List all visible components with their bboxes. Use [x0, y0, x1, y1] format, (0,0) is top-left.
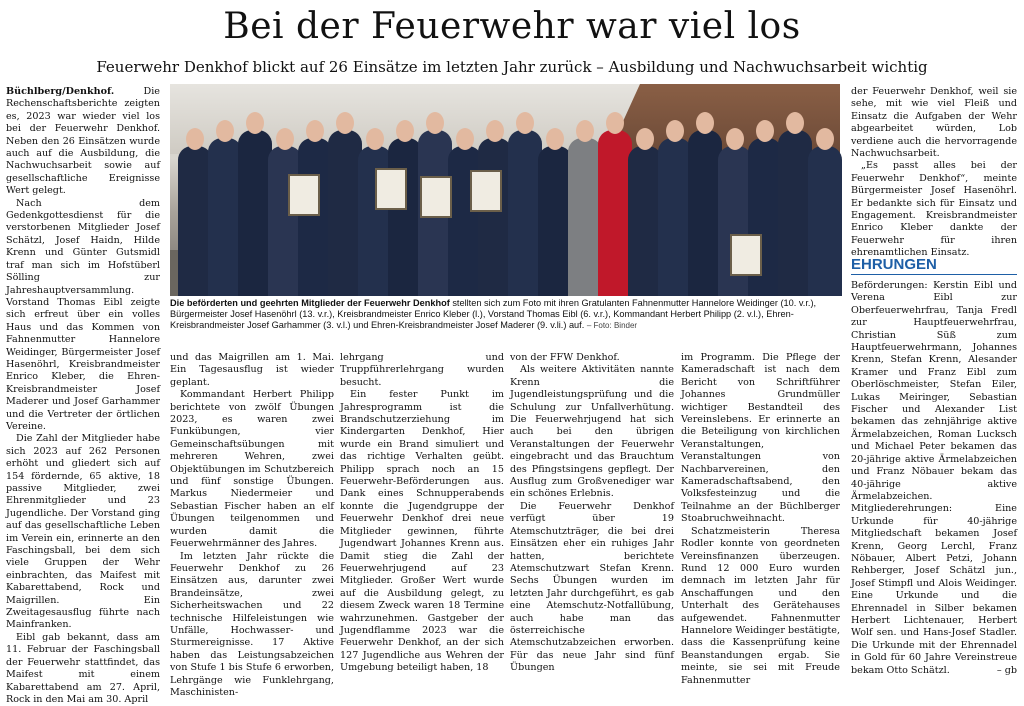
photo-person-head: [636, 128, 654, 150]
ehrungen-box: [851, 280, 1017, 676]
photo-person: [298, 138, 332, 296]
article-column-5: [681, 352, 840, 686]
article-column-6: [851, 86, 1017, 259]
photo-certificate: [375, 168, 407, 210]
photo-person-head: [486, 120, 504, 142]
photo-person-head: [666, 120, 684, 142]
photo-person-head: [246, 112, 264, 134]
article-column-4: [510, 352, 674, 674]
article-column-2: [170, 352, 334, 698]
photo-person-head: [816, 128, 834, 150]
photo-person: [388, 138, 422, 296]
ehrungen-divider: [851, 274, 1017, 275]
photo-person: [208, 138, 242, 296]
caption-text: stellten sich zum Foto mit ihren Gratulanten Fahnenmutter Hannelore Weidinger (10. v.r.), Bürgermeister Josef Hasenöhrl (13. v.r.), Kreisbrandmeister Enrico Kleber (l.), Vorstand Thomas Eibl (6. v.r.), Kommandant Herbert Philipp (2. v.l.), Ehren-Kreisbrandmeister Josef Garhammer (3. v.l.) und Ehren-Kreisbrandmeister Josef Maderer (9. v.li.) auf.: [170, 298, 817, 331]
photo-certificate: [288, 174, 320, 216]
paragraph: Im letzten Jahr rückte die Feuerwehr Denkhof zu 26 Einsätzen aus, darunter zwei Brandeinsätze, zwei Sicherheitswachen und 22 technische Hilfeleistungen wie Unfälle, Hochwasser- und Sturmereignisse. 17 Aktive haben das Leistungsabzeichen von Stufe 1 bis Stufe 6 erworben, Lehrgänge wie Funklehrgang, Maschinisten-: [170, 550, 334, 698]
photo-person-head: [456, 128, 474, 150]
paragraph: lehrgang und Truppführerlehrgang wurden besucht.: [340, 352, 504, 388]
photo-person: [568, 138, 602, 296]
paragraph: Kommandant Herbert Philipp berichtete von zwölf Übungen 2023, es waren zwei Funkübungen, vier Gemeinschaftsübungen mit mehreren Wehren, zwei Objektübungen im Schutzbereich und fünf sonstige Übungen. Markus Niedermeier und Sebastian Fischer haben an elf Übungen teilgenommen und wurden damit die Feuerwehrmänner des Jahres.: [170, 389, 334, 550]
photo-person-head: [606, 112, 624, 134]
photo-person-head: [696, 112, 714, 134]
subheadline: Feuerwehr Denkhof blickt auf 26 Einsätze im letzten Jahr zurück – Ausbildung und Nachwuchsarbeit wichtig: [96, 58, 928, 76]
photo-credit: – Foto: Binder: [586, 321, 638, 331]
photo-person-head: [726, 128, 744, 150]
paragraph: „Es passt alles bei der Feuerwehr Denkhof“, meinte Bürgermeister Josef Hasenöhrl. Er bedankte sich für Einsatz und Engagement. Kreisbrandmeister Enrico Kleber dankte der Feuerwehr für ihren ehrenamtlichen Einsatz.: [851, 160, 1017, 259]
photo-person: [268, 146, 302, 296]
photo-person: [478, 138, 512, 296]
paragraph: Nach dem Gedenkgottesdienst für die verstorbenen Mitglieder Josef Schätzl, Josef Haidn, Hilde Krenn und Günter Gutsmidl traf man sich im Hofstüberl Sölling zur Jahreshauptversammlung. Vorstand Thomas Eibl zeigte sich erfreut über ein volles Haus und das Kommen von Fahnenmutter Hannelore Weidinger, Bürgermeister Josef Hasenöhrl, Kreisbrandmeister Enrico Kleber, die Ehren-Kreisbrandmeister Josef Maderer und Josef Garhammer und die Vertreter der örtlichen Vereine.: [6, 197, 160, 432]
ehrungen-heading: EHRUNGEN: [851, 256, 937, 273]
photo-person-head: [576, 120, 594, 142]
photo-person: [538, 146, 572, 296]
photo-person-head: [396, 120, 414, 142]
paragraph: Die Zahl der Mitglieder habe sich 2023 auf 262 Personen erhöht und gliedert sich auf 154 fördernde, 65 aktive, 18 passive Mitglieder, zwei Ehrenmitglieder und 23 Jugendliche. Der Vorstand ging auf das gesellschaftliche Leben im Verein ein, erinnerte an den Faschingsball, bei dem sich viele Gruppen der Wehr einbrachten, das Maifest mit Kabarettabend, Rock und Maigrillen. Ein Zweitagesausflug führte nach Mainfranken.: [6, 433, 160, 631]
photo-certificate: [470, 170, 502, 212]
paragraph: Ein fester Punkt im Jahresprogramm ist die Brandschutzerziehung im Kindergarten Denkhof, Hier wurde ein Brand simuliert und das richtige Verhalten geübt. Philipp sprach noch an 15 Feuerwehr-Beförderungen aus. Dank eines Schnupperabends konnte die Jugendgruppe der Feuerwehr Denkhof drei neue Mitglieder gewinnen, führte Jugendwart Johannes Krenn aus. Damit stieg die Zahl der Feuerwehrjugend auf 23 Mitglieder. Großer Wert wurde auf die Ausbildung gelegt, zu diesem Zweck waren 18 Termine wahrzunehmen. Gastgeber der Jugendflamme 2023 war die Feuerwehr Denkhof, an der sich 127 Jugendliche aus Wehren der Umgebung beteiligt haben, 18: [340, 389, 504, 674]
photo-person-head: [366, 128, 384, 150]
paragraph: Schatzmeisterin Theresa Rodler konnte von geordneten Vereinsfinanzen überzeugen. Rund 12 000 Euro wurden demnach im letzten Jahr für Anschaffungen und den Unterhalt des Gerätehauses aufgewendet. Fahnenmutter Hannelore Weidinger bestätigte, dass die Kassenprüfung keine Beanstandungen ergab. Sie meinte, sie sei mit Freude Fahnenmutter: [681, 525, 840, 686]
photo-person-head: [276, 128, 294, 150]
paragraph: Die Rechenschaftsberichte zeigten es, 2023 war wieder viel los bei der Feuerwehr Denkhof. Neben den 26 Einsätzen wurde auch auf die Ausbildung, die Nachwuchsarbeit sowie auf gesellschaftliche Ereignisse Wert gelegt.: [6, 86, 160, 197]
photo-person-head: [216, 120, 234, 142]
photo-person-head: [426, 112, 444, 134]
photo-person: [178, 146, 212, 296]
photo-person: [658, 138, 692, 296]
photo-person: [628, 146, 662, 296]
article-column-3: [340, 352, 504, 674]
paragraph: der Feuerwehr Denkhof, weil sie sehe, mit wie viel Fleiß und Einsatz die Aufgaben der Wehr abgearbeitet würden, Lob verdiene auch die hervorragende Nachwuchsarbeit.: [851, 86, 1017, 160]
photo-person: [598, 130, 632, 296]
photo-person: [808, 146, 842, 296]
paragraph: Die Feuerwehr Denkhof verfügt über 19 Atemschutzträger, die bei drei Einsätzen eher ein ruhiges Jahr hatten, berichtete Atemschutzwart Stefan Krenn. Sechs Übungen wurden im letzten Jahr durchgeführt, es gab eine Atemschutz-Notfallübung, auch habe man das österreichische Atemschutzabzeichen erworben. Für das neue Jahr sind fünf Übungen: [510, 500, 674, 674]
photo-person-head: [756, 120, 774, 142]
signoff: – gb: [996, 664, 1017, 676]
dateline: Büchlberg/Denkhof.: [6, 86, 115, 97]
photo-person-head: [516, 112, 534, 134]
paragraph: im Programm. Die Pflege der Kameradschaft ist nach dem Bericht von Schriftführer Johannes Grundmüller wichtiger Bestandteil des Vereinslebens. Er erinnerte an die Beteiligung von kirchlichen Veranstaltungen, Veranstaltungen von Nachbarvereinen, den Kameradschaftsabend, den Volksfesteinzug und die Teilnahme an der Büchlberger Stoabruchweihnacht.: [681, 352, 840, 525]
photo-person-head: [336, 112, 354, 134]
photo-person: [448, 146, 482, 296]
photo-person-head: [306, 120, 324, 142]
photo-certificate: [730, 234, 762, 276]
photo-person: [778, 130, 812, 296]
photo-person: [508, 130, 542, 296]
photo-person-head: [786, 112, 804, 134]
photo-person-head: [186, 128, 204, 150]
photo-person-head: [546, 128, 564, 150]
photo-person: [328, 130, 362, 296]
ehrungen-text: Beförderungen: Kerstin Eibl und Verena Eibl zur Oberfeuerwehrfrau, Tanja Fredl zur Hauptfeuerwehrfrau, Christian Süß zum Hauptfeuerwehrmann, Johannes Krenn, Stefan Krenn, Alesander Kramer und Franz Eibl zum Oberlöschmeister, Stefan Eiler, Lukas Meiringer, Sebastian Fischer und Alexander List bekamen das zehnjährige aktive Ärmelabzeichen, Roman Lucksch und Michael Peter bekamen das 20-jährige aktive Ärmelabzeichen und Franz Nöbauer bekam das 40-jährige aktive Ärmelabzeichen. Mitgliederehrungen: Eine Urkunde für 40-jährige Mitgliedschaft bekamen Josef Krenn, Georg Lerchl, Franz Nöbauer, Albert Petzi, Johann Rehberger, Josef Schätzl jun., Josef Stimpfl und Alois Weidinger. Eine Urkunde und die Ehrennadel in Silber bekamen Herbert Lichtenauer, Herbert Wolf sen. und Hans-Josef Stadler. Die Urkunde mit der Ehrennadel in Gold für 60 Jahre Vereinstreue bekam Otto Schätzl. – gb: [851, 280, 1017, 676]
group-photo: [170, 84, 840, 296]
paragraph: von der FFW Denkhof.: [510, 352, 620, 363]
paragraph: und das Maigrillen am 1. Mai. Ein Tagesausflug ist wieder geplant.: [170, 352, 334, 388]
paragraph: Als weitere Aktivitäten nannte Krenn die Jugendleistungsprüfung und die Schulung zur Unfallverhütung. Die Feuerwehrjugend hat sich auch bei den übrigen Veranstaltungen der Feuerwehr eingebracht und das Brauchtum des Pfingstsingens gepflegt. Der Ausflug zum Großvenediger war ein schönes Erlebnis.: [510, 364, 674, 500]
caption-bold: Die beförderten und geehrten Mitglieder der Feuerwehr Denkhof: [170, 298, 450, 308]
paragraph: Eibl gab bekannt, dass am 11. Februar der Faschingsball der Feuerwehr stattfindet, das Maifest mit einem Kabarettabend am 27. April, Rock in den Mai am 30. April: [6, 631, 160, 705]
photo-person: [688, 130, 722, 296]
photo-caption: [170, 298, 842, 332]
article-column-1: [6, 86, 160, 705]
photo-certificate: [420, 176, 452, 218]
headline: Bei der Feuerwehr war viel los: [223, 6, 801, 47]
photo-person: [238, 130, 272, 296]
